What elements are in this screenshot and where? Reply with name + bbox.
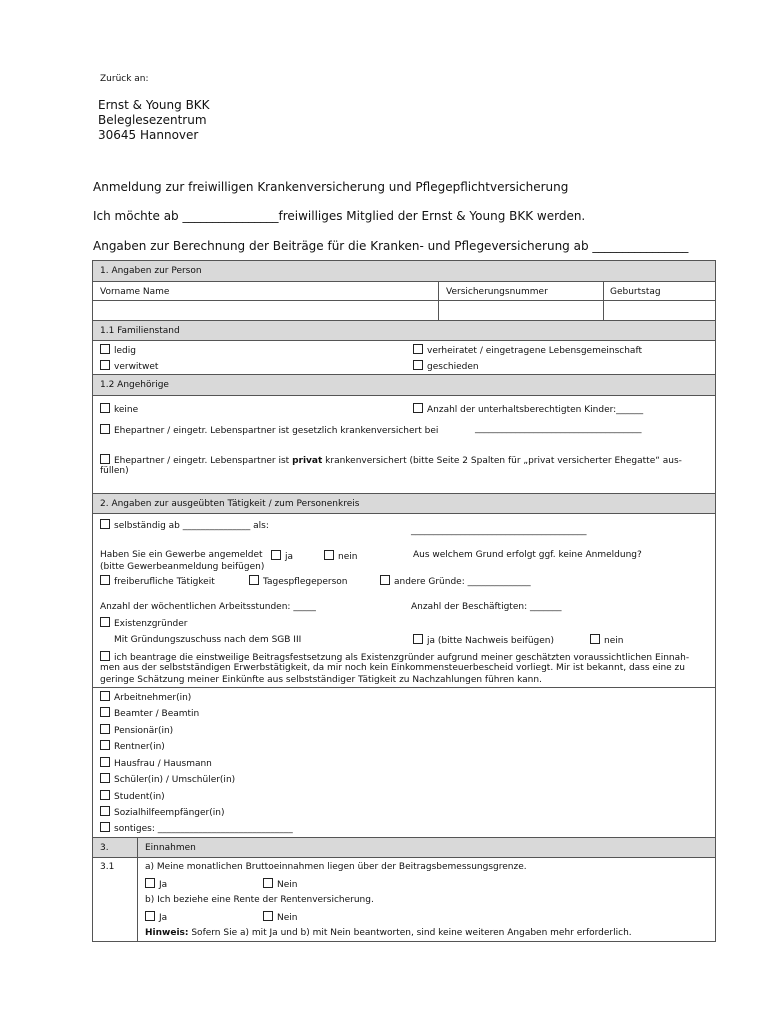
return-address: [98, 98, 210, 143]
checkbox[interactable]: [380, 575, 390, 585]
name-field[interactable]: [93, 301, 438, 320]
registration-form: [92, 260, 716, 942]
section-3-title: Einnahmen: [145, 843, 196, 853]
a-nein[interactable]: [263, 878, 297, 890]
option-label: Beamter / Beamtin: [114, 709, 200, 719]
option-ledig[interactable]: [100, 344, 136, 356]
option-verheiratet[interactable]: [413, 344, 642, 356]
arbeitsstunden[interactable]: Anzahl der wöchentlichen Arbeitsstunden: _____: [100, 602, 316, 612]
return-label: Zurück an:: [100, 74, 149, 84]
birthdate-field[interactable]: [604, 301, 715, 320]
option-andere[interactable]: [380, 575, 531, 587]
divider: [438, 281, 439, 320]
checkbox[interactable]: [145, 878, 155, 888]
option-ehepartner-privat[interactable]: [100, 454, 682, 466]
col-birthdate: Geburtstag: [610, 287, 661, 297]
checkbox[interactable]: [100, 757, 110, 767]
option-label: ich beantrage die einstweilige Beitragsfestsetzung als Existenzgründer aufgrund meiner geschätzten voraussichtlichen Einnah-: [114, 653, 690, 663]
option-label: andere Gründe: ______________: [394, 577, 531, 587]
section-3-number: 3.: [100, 843, 109, 853]
checkbox[interactable]: [413, 403, 423, 413]
section-3-header: [93, 837, 715, 857]
income-hint: [145, 928, 632, 938]
option-label: verheiratet / eingetragene Lebensgemeinschaft: [427, 346, 642, 356]
insurance-number-field[interactable]: [439, 301, 603, 320]
checkbox[interactable]: [100, 454, 110, 464]
option-ehepartner-gesetzlich[interactable]: [100, 424, 438, 436]
address-line-2: Beleglesezentrum: [98, 113, 207, 127]
option-hausfrau[interactable]: [100, 757, 212, 769]
checkbox[interactable]: [100, 790, 110, 800]
option-verwitwet[interactable]: [100, 360, 158, 372]
checkbox[interactable]: [100, 773, 110, 783]
col-insurance-number: Versicherungsnummer: [446, 287, 548, 297]
bold-privat: privat: [292, 456, 323, 466]
checkbox[interactable]: [100, 575, 110, 585]
checkbox[interactable]: [100, 519, 110, 529]
option-beantrage[interactable]: [100, 651, 689, 663]
option-arbeitnehmer[interactable]: [100, 691, 191, 703]
person-columns-row: [93, 281, 715, 300]
checkbox[interactable]: [413, 344, 423, 354]
divider: [137, 837, 138, 942]
option-label: keine: [114, 405, 139, 415]
checkbox[interactable]: [100, 806, 110, 816]
option-label: nein: [604, 636, 624, 646]
option-rentner[interactable]: [100, 740, 165, 752]
option-label: Ehepartner / eingetr. Lebenspartner ist: [114, 456, 293, 466]
person-input-row: [93, 300, 715, 320]
option-label: Ja: [159, 880, 168, 890]
gewerbe-nein[interactable]: [324, 550, 357, 562]
checkbox[interactable]: [100, 424, 110, 434]
b-nein[interactable]: [263, 911, 297, 923]
option-sozialhilfe[interactable]: [100, 806, 224, 818]
intro-line: Ich möchte ab ________________freiwilliges Mitglied der Ernst & Young BKK werden.: [93, 209, 586, 223]
section-1-title: 1. Angaben zur Person: [100, 266, 202, 276]
zuschuss-ja[interactable]: [413, 634, 554, 646]
option-anzahl-kinder[interactable]: [413, 403, 643, 415]
option-label: ledig: [114, 346, 136, 356]
section-2-title: 2. Angaben zur ausgeübten Tätigkeit / zum Personenkreis: [100, 499, 360, 509]
gruendungszuschuss-label: Mit Gründungszuschuss nach dem SGB III: [114, 635, 302, 645]
checkbox[interactable]: [100, 344, 110, 354]
hint-text: Sofern Sie a) mit Ja und b) mit Nein beantworten, sind keine weiteren Angaben mehr erforderlich.: [188, 928, 632, 938]
option-label: verwitwet: [114, 362, 159, 372]
option-label: Nein: [277, 880, 298, 890]
option-label-cont: krankenversichert (bitte Seite 2 Spalten für „privat versicherter Ehegatte“ aus-: [322, 456, 682, 466]
checkbox[interactable]: [590, 634, 600, 644]
option-beamter[interactable]: [100, 707, 199, 719]
checkbox[interactable]: [100, 822, 110, 832]
option-sonstiges[interactable]: [100, 822, 293, 834]
checkbox[interactable]: [263, 911, 273, 921]
privat-line-2: füllen): [100, 466, 129, 476]
checkbox[interactable]: [100, 691, 110, 701]
beantrage-line-2: men aus der selbstständigen Erwerbstätigkeit, da mir noch kein Einkommensteuerbescheid vorliegt. Mir ist bekannt, dass eine zu: [100, 663, 685, 673]
option-keine[interactable]: [100, 403, 138, 415]
option-label: selbständig ab _______________ als:: [114, 521, 269, 531]
option-label: ja: [285, 552, 294, 562]
option-geschieden[interactable]: [413, 360, 479, 372]
option-label: Ehepartner / eingetr. Lebenspartner ist gesetzlich krankenversichert bei: [114, 426, 439, 436]
option-tagespflege[interactable]: [249, 575, 347, 587]
gewerbe-label: Haben Sie ein Gewerbe angemeldet: [100, 550, 263, 560]
option-label: Rentner(in): [114, 742, 165, 752]
activity-block: [93, 513, 715, 687]
section-1-1-title: 1.1 Familienstand: [100, 326, 180, 336]
option-label: Anzahl der unterhaltsberechtigten Kinder:______: [427, 405, 644, 415]
checkbox[interactable]: [100, 651, 110, 661]
option-label: Sozialhilfeempfänger(in): [114, 808, 225, 818]
option-label: Hausfrau / Hausmann: [114, 759, 212, 769]
group-list: [93, 687, 715, 837]
option-label: freiberufliche Tätigkeit: [114, 577, 215, 587]
checkbox[interactable]: [263, 878, 273, 888]
checkbox[interactable]: [324, 550, 334, 560]
checkbox[interactable]: [100, 617, 110, 627]
option-label: Nein: [277, 913, 298, 923]
als-blank[interactable]: _______________________________________: [411, 526, 587, 536]
checkbox[interactable]: [100, 360, 110, 370]
insurer-blank[interactable]: _____________________________________: [475, 424, 642, 434]
section-2-header: [93, 493, 715, 513]
gewerbe-hint: (bitte Gewerbeanmeldung beifügen): [100, 562, 265, 572]
beschaeftigte[interactable]: Anzahl der Beschäftigten: _______: [411, 602, 562, 612]
option-selbstaendig[interactable]: [100, 519, 269, 531]
checkbox[interactable]: [100, 724, 110, 734]
section-1-1-header: [93, 320, 715, 340]
option-label: Student(in): [114, 792, 165, 802]
option-pensionaer[interactable]: [100, 724, 173, 736]
dependents-block: [93, 395, 715, 493]
option-label: Ja: [159, 913, 168, 923]
grund-question: Aus welchem Grund erfolgt ggf. keine Anmeldung?: [413, 550, 642, 560]
checkbox[interactable]: [413, 634, 423, 644]
form-title: Anmeldung zur freiwilligen Krankenversicherung und Pflegepflichtversicherung: [93, 180, 569, 194]
checkbox[interactable]: [100, 403, 110, 413]
option-label: nein: [338, 552, 358, 562]
option-label: geschieden: [427, 362, 479, 372]
subsection-3-1: 3.1: [100, 862, 115, 872]
option-student[interactable]: [100, 790, 165, 802]
option-freiberuflich[interactable]: [100, 575, 215, 587]
divider: [603, 281, 604, 320]
option-label: Schüler(in) / Umschüler(in): [114, 775, 236, 785]
option-label: Existenzgründer: [114, 619, 188, 629]
income-block: [93, 857, 715, 941]
option-label: sontiges: ______________________________: [114, 824, 293, 834]
b-ja[interactable]: [145, 911, 167, 923]
beantrage-line-3: geringe Schätzung meiner Einkünfte aus selbstständiger Tätigkeit zu Nachzahlungen führen kann.: [100, 675, 542, 685]
checkbox[interactable]: [249, 575, 259, 585]
income-question-a: a) Meine monatlichen Bruttoeinnahmen liegen über der Beitragsbemessungsgrenze.: [145, 862, 527, 872]
checkbox[interactable]: [271, 550, 281, 560]
gewerbe-ja[interactable]: [271, 550, 293, 562]
checkbox[interactable]: [413, 360, 423, 370]
section-1-2-header: [93, 374, 715, 395]
checkbox[interactable]: [100, 740, 110, 750]
section-1-2-title: 1.2 Angehörige: [100, 380, 169, 390]
option-label: ja (bitte Nachweis beifügen): [427, 636, 554, 646]
address-line-1: Ernst & Young BKK: [98, 98, 210, 112]
checkbox[interactable]: [145, 911, 155, 921]
option-existenz[interactable]: [100, 617, 187, 629]
income-question-b: b) Ich beziehe eine Rente der Rentenversicherung.: [145, 895, 374, 905]
hint-label: Hinweis:: [145, 928, 189, 938]
section-1-header: [93, 261, 715, 281]
option-schueler[interactable]: [100, 773, 235, 785]
address-line-3: 30645 Hannover: [98, 128, 199, 142]
option-label: Pensionär(in): [114, 726, 174, 736]
col-name: Vorname Name: [100, 287, 170, 297]
a-ja[interactable]: [145, 878, 167, 890]
marital-status-row: [93, 340, 715, 374]
calc-heading: Angaben zur Berechnung der Beiträge für die Kranken- und Pflegeversicherung ab ________________: [93, 239, 689, 253]
gewerbe-question: [100, 550, 263, 560]
checkbox[interactable]: [100, 707, 110, 717]
option-label: Arbeitnehmer(in): [114, 693, 192, 703]
zuschuss-nein[interactable]: [590, 634, 623, 646]
option-label: Tagespflegeperson: [263, 577, 348, 587]
